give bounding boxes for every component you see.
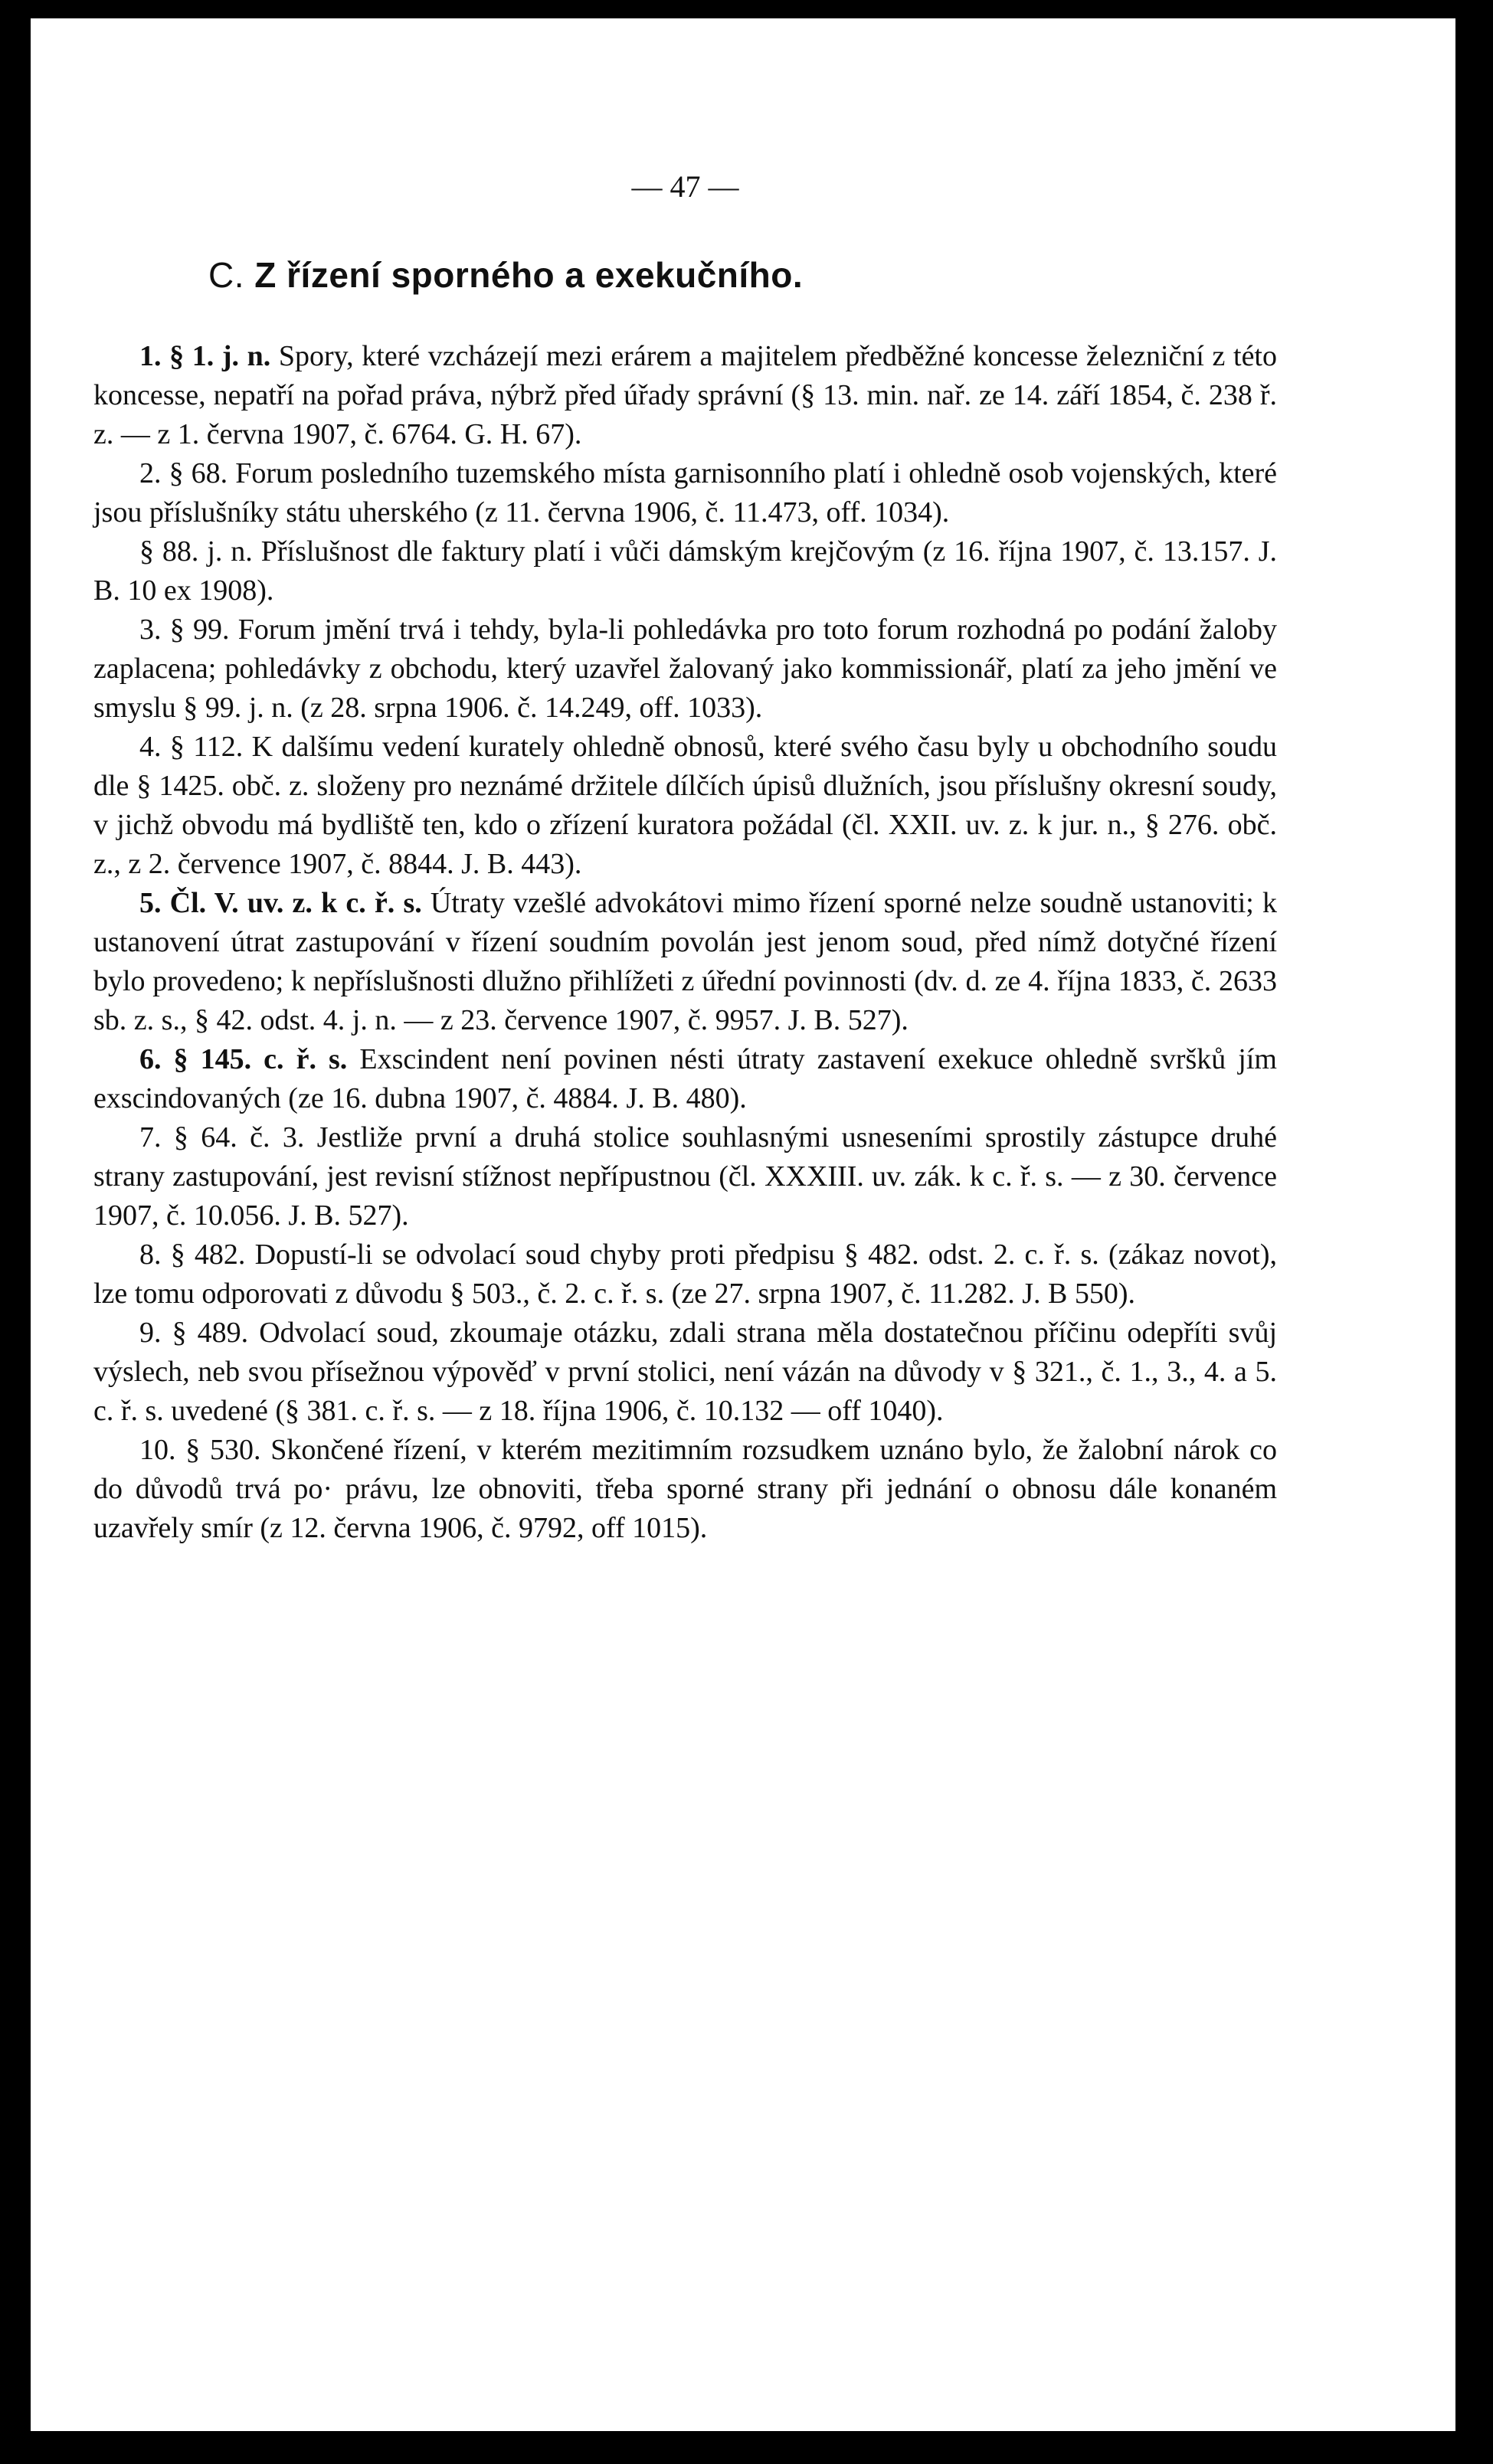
paragraph-ref: 9. § 489. (139, 1317, 249, 1349)
paragraph-ref: § 88. j. n. (139, 535, 253, 568)
paragraph-10 (93, 1431, 1277, 1548)
paragraph-text: Dopustí-li se odvolací soud chyby proti předpisu § 482. odst. 2. c. ř. s. (zákaz novot), lze tomu odporovati z důvodu § 503., č. 2. c. ř. s. (ze 27. srpna 1907, č. 11.282. J. B 550). (93, 1239, 1277, 1310)
paragraph-8 (93, 1235, 1277, 1314)
paragraph-9 (93, 1314, 1277, 1431)
paragraph-text: K dalšímu vedení kuratelу ohledně obnosů, které svého času byly u obchodního soudu dle § 1425. obč. z. složeny pro neznámé držitele dílčích úpisů dlužních, jsou příslušny okresní soudy, v jichž obvodu má bydliště ten, kdo o zřízení kuratora požádal (čl. XXII. uv. z. k jur. n., § 276. obč. z., z 2. července 1907, č. 8844. J. B. 443). (93, 731, 1278, 880)
section-title (93, 248, 1277, 302)
paragraph-text: Skončené řízení, v kterém mezitimním rozsudkem uznáno bylo, že žalobní nárok co do důvodů trvá po· právu, lze obnoviti, třeba sporné strany při jednání o obnosu dále konaném uzavřely smír (z 12. června 1906, č. 9792, off 1015). (93, 1434, 1278, 1544)
paragraph-ref: 2. § 68. (139, 457, 228, 489)
paragraph-1 (93, 337, 1277, 454)
paragraph-ref: 8. § 482. (139, 1239, 246, 1271)
paragraph-text: Forum jmění trvá i tehdy, byla-li pohledávka pro toto forum rozhodná po podání žaloby zaplacena; pohledávky z obchodu, který uzavřel žalovaný jako kommissionář, platí za jeho jmění ve smyslu § 99. j. n. (z 28. srpna 1906. č. 14.249, off. 1033). (93, 614, 1278, 724)
scanned-page (31, 18, 1455, 2431)
paragraph-4 (93, 728, 1277, 884)
paragraph-ref: 5. Čl. V. uv. z. k c. ř. s. (139, 887, 422, 919)
paragraph-text: Útraty vzešlé advokátovi mimo řízení sporné nelze soudně ustanoviti; k ustanovení útrat zastupování v řízení soudním povolán jest jenom soud, před nímž dotyčné řízení bylo provedeno; k nepříslušnosti dlužno přihlížeti z úřední povinnosti (dv. d. ze 4. října 1833, č. 2633 sb. z. s., § 42. odst. 4. j. n. — z 23. července 1907, č. 9957. J. B. 527). (93, 887, 1277, 1036)
paragraph-3 (93, 610, 1277, 728)
paragraph-2 (93, 454, 1277, 532)
paragraph-text: Příslušnost dle faktury platí i vůči dámským krejčovým (z 16. října 1907, č. 13.157. J. B. 10 ex 1908). (93, 535, 1278, 607)
paragraph-6 (93, 1040, 1277, 1118)
page-number: — 47 — (631, 169, 739, 204)
paragraph-text: Spory, které vzcházejí mezi erárem a majitelem předběžné koncesse železniční z této koncesse, nepatří na pořad práva, nýbrž před úřady správní (§ 13. min. nař. ze 14. září 1854, č. 238 ř. z. — z 1. června 1907, č. 6764. G. H. 67). (93, 340, 1277, 450)
paragraph-ref: 3. § 99. (139, 614, 230, 646)
paragraph-ref: 10. § 530. (139, 1434, 261, 1466)
paragraph-2b (93, 532, 1277, 610)
paragraph-ref: 4. § 112. (139, 731, 244, 763)
paragraph-text: Forum posledního tuzemského místa garnisonního platí i ohledně osob vojenských, které jsou příslušníky státu uherského (z 11. června 1906, č. 11.473, off. 1034). (93, 457, 1278, 528)
paragraph-text: Odvolací soud, zkoumaje otázku, zdali strana měla dostatečnou příčinu odepříti svůj výslech, neb svou přísežnou výpověď v první stolici, není vázán na důvody v § 321., č. 1., 3., 4. a 5. c. ř. s. uvedené (§ 381. c. ř. s. — z 18. října 1906, č. 10.132 — off 1040). (93, 1317, 1277, 1427)
section-letter: C. (208, 255, 244, 295)
paragraph-text: Exscindent není povinen nésti útraty zastavení exekuce ohledně svršků jím exscindovaných (ze 16. dubna 1907, č. 4884. J. B. 480). (93, 1043, 1277, 1114)
page-content (93, 164, 1277, 1548)
paragraph-7 (93, 1118, 1277, 1235)
paragraph-text: Jestliže první a druhá stolice souhlasnými usneseními sprostily zástupce druhé strany zastupování, jest revisní stížnost nepřípustnou (čl. XXXIII. uv. zák. k c. ř. s. — z 30. července 1907, č. 10.056. J. B. 527). (93, 1121, 1277, 1232)
section-title-text: Z řízení sporného a exekučního. (254, 255, 804, 295)
paragraph-ref: 6. § 145. c. ř. s. (139, 1043, 348, 1075)
paragraph-ref: 7. § 64. č. 3. (139, 1121, 305, 1153)
paragraph-5 (93, 884, 1277, 1040)
paragraph-ref: 1. § 1. j. n. (139, 340, 271, 372)
